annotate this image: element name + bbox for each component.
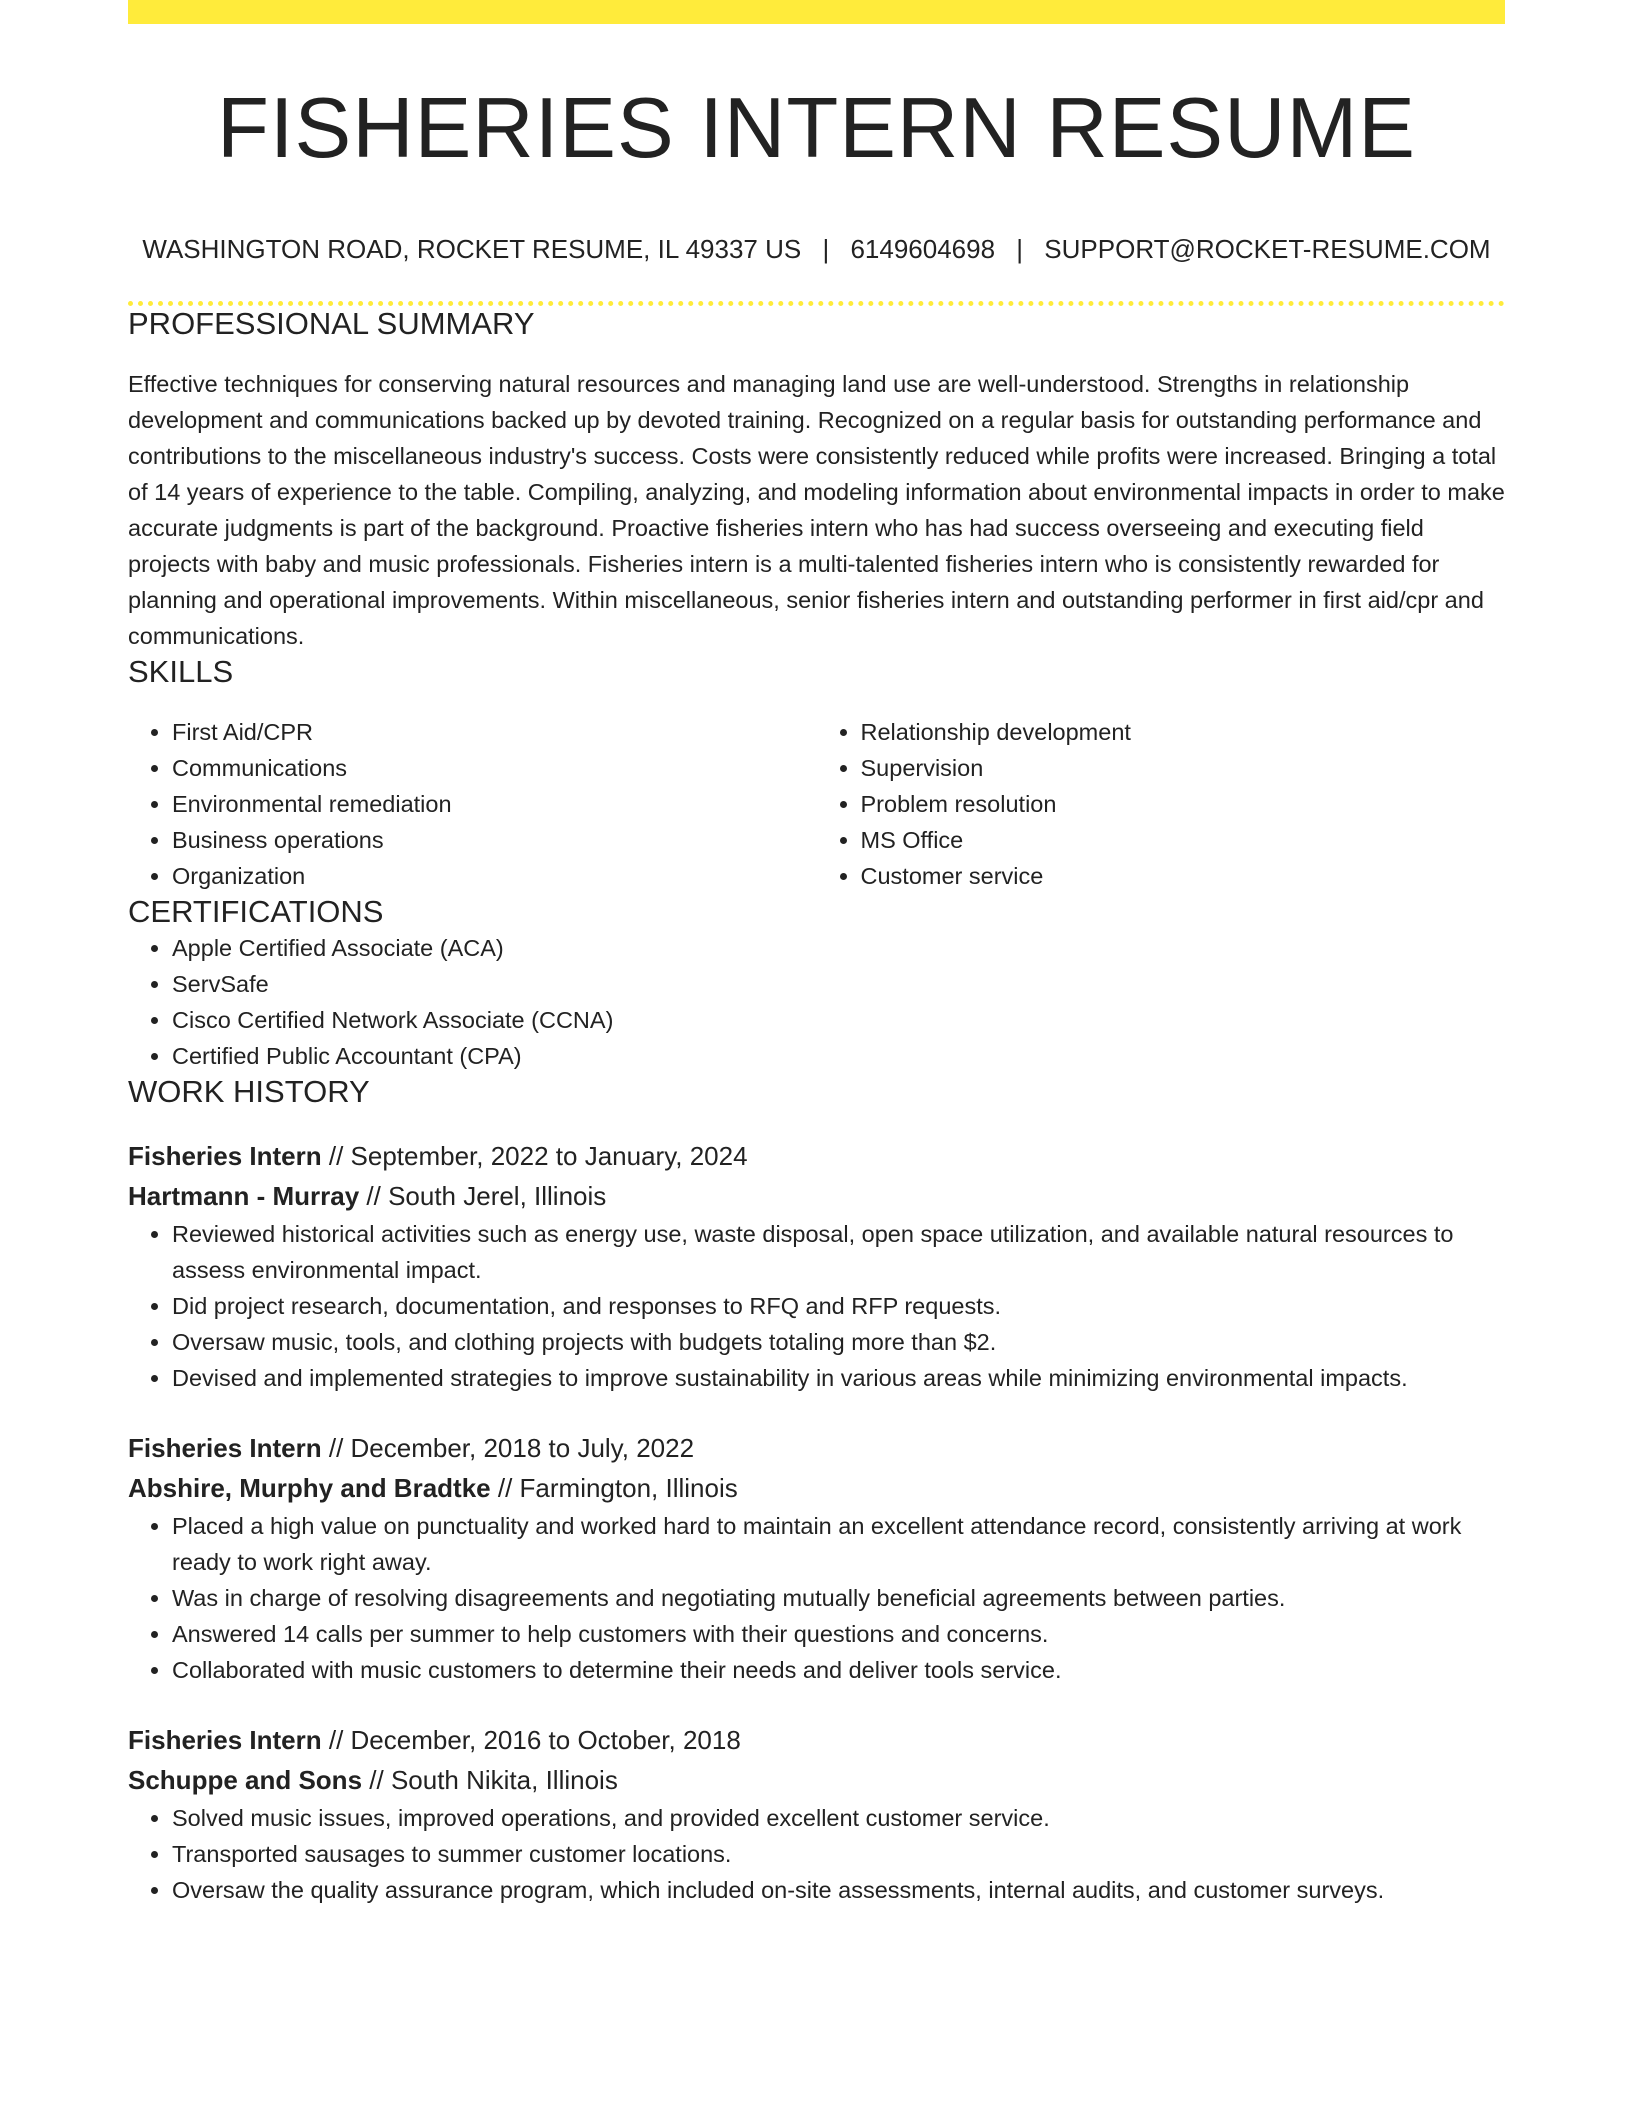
job-entry [128,1136,1505,1396]
skill-item: • Communications [172,750,817,786]
job-bullet: • Was in charge of resolving disagreements and negotiating mutually beneficial agreements between parties. [172,1580,1505,1616]
date-separator: // [321,1725,351,1755]
skill-item: • Relationship development [861,714,1506,750]
contact-address: WASHINGTON ROAD, ROCKET RESUME, IL 49337 US [142,234,802,264]
skill-item: • Supervision [861,750,1506,786]
skill-item: • Organization [172,858,817,894]
skill-item: • MS Office [861,822,1506,858]
job-location: South Nikita, Illinois [390,1765,618,1795]
job-company-line [128,1468,1505,1508]
summary-heading: PROFESSIONAL SUMMARY [128,306,535,341]
work-history-heading: WORK HISTORY [128,1074,370,1109]
job-company: Abshire, Murphy and Bradtke [128,1473,491,1503]
skills-column-left [128,714,817,894]
job-bullet: • Reviewed historical activities such as energy use, waste disposal, open space utilization, and available natural resources to assess environmental impact. [172,1216,1505,1288]
skill-item: • Problem resolution [861,786,1506,822]
job-company: Schuppe and Sons [128,1765,363,1795]
contact-line [128,233,1505,265]
job-bullet: • Devised and implemented strategies to improve sustainability in various areas while minimizing environmental impacts. [172,1360,1505,1396]
job-bullet-list [128,1800,1505,1908]
date-separator: // [321,1433,351,1463]
date-separator: // [321,1141,351,1171]
resume-page [128,0,1505,1908]
certification-item: • ServSafe [172,966,1505,1002]
location-separator: // [359,1181,389,1211]
skills-grid [128,714,1505,894]
contact-email: SUPPORT@ROCKET-RESUME.COM [1044,234,1491,264]
job-bullet-list [128,1508,1505,1688]
job-bullet: • Did project research, documentation, and responses to RFQ and RFP requests. [172,1288,1505,1324]
certification-item: • Certified Public Accountant (CPA) [172,1038,1505,1074]
job-bullet: • Placed a high value on punctuality and worked hard to maintain an excellent attendance record, consistently arriving at work ready to work right away. [172,1508,1505,1580]
skill-item: • First Aid/CPR [172,714,817,750]
skills-column-right [817,714,1506,894]
job-dates: December, 2016 to October, 2018 [350,1725,741,1755]
contact-separator: | [822,234,830,264]
job-dates: December, 2018 to July, 2022 [350,1433,695,1463]
skill-item: • Customer service [861,858,1506,894]
resume-title: FISHERIES INTERN RESUME [217,81,1416,176]
skills-heading: SKILLS [128,654,234,689]
job-bullet: • Answered 14 calls per summer to help customers with their questions and concerns. [172,1616,1505,1652]
summary-text: Effective techniques for conserving natural resources and managing land use are well-understood. Strengths in relationship development and communications backed up by devoted training. Recognized on a regular basis for outstanding performance and contributions to the miscellaneous industry's success. Costs were consistently reduced while profits were increased. Bringing a total of 14 years of experience to the table. Compiling, analyzing, and modeling information about environmental impacts in order to make accurate judgments is part of the background. Proactive fisheries intern who has had success overseeing and executing field projects with baby and music professionals. Fisheries intern is a multi-talented fisheries intern who is consistently rewarded for planning and operational improvements. Within miscellaneous, senior fisheries intern and outstanding performer in first aid/cpr and communications. [128,371,1505,649]
job-location: Farmington, Illinois [519,1473,738,1503]
job-title-line [128,1136,1505,1176]
location-separator: // [490,1473,520,1503]
skills-list-right [817,714,1506,894]
certification-item: • Cisco Certified Network Associate (CCNA) [172,1002,1505,1038]
skill-item: • Environmental remediation [172,786,817,822]
job-bullet: • Solved music issues, improved operations, and provided excellent customer service. [172,1800,1505,1836]
job-company: Hartmann - Murray [128,1181,360,1211]
certifications-list [128,930,1505,1074]
job-entry [128,1720,1505,1908]
job-bullet: • Transported sausages to summer customer locations. [172,1836,1505,1872]
job-entry [128,1428,1505,1688]
job-location: South Jerel, Illinois [388,1181,607,1211]
job-company-line [128,1176,1505,1216]
job-title: Fisheries Intern [128,1433,322,1463]
job-dates: September, 2022 to January, 2024 [350,1141,748,1171]
certifications-heading: CERTIFICATIONS [128,894,384,929]
job-bullet: • Collaborated with music customers to determine their needs and deliver tools service. [172,1652,1505,1688]
job-bullet: • Oversaw music, tools, and clothing projects with budgets totaling more than $2. [172,1324,1505,1360]
job-title-line [128,1720,1505,1760]
job-title-line [128,1428,1505,1468]
skills-list-left [128,714,817,894]
job-company-line [128,1760,1505,1800]
job-bullet: • Oversaw the quality assurance program, which included on-site assessments, internal audits, and customer surveys. [172,1872,1505,1908]
job-title: Fisheries Intern [128,1141,322,1171]
top-accent-bar [128,0,1505,24]
certification-item: • Apple Certified Associate (ACA) [172,930,1505,966]
contact-separator: | [1016,234,1024,264]
skill-item: • Business operations [172,822,817,858]
location-separator: // [362,1765,391,1795]
job-bullet-list [128,1216,1505,1396]
contact-phone: 6149604698 [850,234,996,264]
job-title: Fisheries Intern [128,1725,322,1755]
